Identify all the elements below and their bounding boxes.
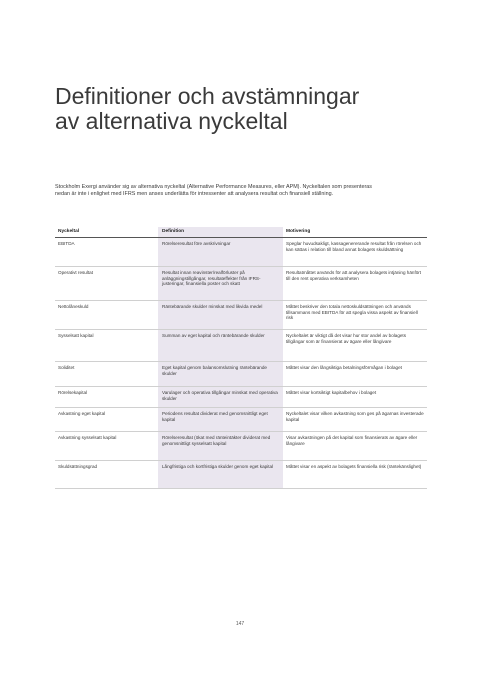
table-row	[55, 407, 427, 431]
cell-definition: Resultat innan reavinster/realförluster på anläggningstillgångar, resultateffekter från IFRS-justeringar, finansiella poster och skatt	[158, 266, 283, 300]
cell-definition: Varulager och operativa tillgångar minskat med operativa skulder	[158, 386, 283, 407]
table-header-row	[55, 227, 427, 237]
cell-name: Skuldsättningsgrad	[55, 460, 158, 488]
page-number: 147	[235, 621, 245, 627]
cell-name: Nettolåneskuld	[55, 300, 158, 329]
table-row	[55, 460, 427, 488]
cell-definition: Räntebärande skulder minskat med likvida medel	[158, 300, 283, 329]
cell-definition: Rörelseresultat (ökat med ränteintäkter dividerat med genomsnittligt sysselsatt kapital	[158, 431, 283, 460]
table-row	[55, 300, 427, 329]
table-row	[55, 386, 427, 407]
cell-motivation: Nyckeltalet visar vilken avkastning som ges på ägarnas investerade kapital	[283, 407, 427, 431]
page-title-line-1: Definitioner och avstämningar	[55, 83, 360, 109]
cell-motivation: Måttet visar kortsiktigt kapitalbehov i bolaget	[283, 386, 427, 407]
cell-motivation: Måttet visar den långsiktiga betalningsförmågan i bolaget	[283, 361, 427, 386]
column-header-definition: Definition	[158, 227, 283, 237]
cell-name: Sysselsatt kapital	[55, 329, 158, 361]
cell-name: Soliditet	[55, 361, 158, 386]
cell-motivation: Speglar huvudsakligt, kassagenererande resultat från rörelsen och kan sättas i relation till bland annat bolagets skuldsättning	[283, 237, 427, 266]
intro-paragraph: Stockholm Exergi använder sig av alternativa nyckeltal (Alternative Performance Measures, eller APM). Nyckeltalen som presenteras nedan är inte i enlighet med IFRS men anses underlätta för intressenter att analysera resultat och finansiell ställning.	[55, 184, 372, 198]
cell-definition: Rörelseresultat före avskrivningar	[158, 237, 283, 266]
column-header-name: Nyckeltal	[55, 227, 158, 237]
cell-name: Avkastning sysselsatt kapital	[55, 431, 158, 460]
cell-motivation: Nyckeltalet är viktigt då det visar hur stor andel av bolagets tillgångar som är finansierat av ägare eller långivare	[283, 329, 427, 361]
cell-name: Rörelsekapital	[55, 386, 158, 407]
cell-name: EBITDA	[55, 237, 158, 266]
table-row	[55, 431, 427, 460]
cell-motivation: Måttet visar en aspekt av bolagets finansiella risk (räntekänslighet)	[283, 460, 427, 488]
table-row	[55, 266, 427, 300]
cell-definition: Långfristiga och kortfristiga skulder genom eget kapital	[158, 460, 283, 488]
cell-motivation: Resultatmåttet används för att analysera bolagets intjäning hänfört till den rent operativa verksamheten	[283, 266, 427, 300]
column-header-motivation: Motivering	[283, 227, 427, 237]
page-title-line-2: av alternativa nyckeltal	[55, 108, 288, 134]
table-row	[55, 361, 427, 386]
cell-motivation: Visar avkastningen på det kapital som finansierats av ägare eller långivare	[283, 431, 427, 460]
table-row	[55, 237, 427, 266]
cell-definition: Eget kapital genom balansomslutning räntebärande skulder	[158, 361, 283, 386]
cell-definition: Periodens resultat dividerat med genomsnittligt eget kapital	[158, 407, 283, 431]
cell-definition: Summan av eget kapital och räntebärande skulder	[158, 329, 283, 361]
cell-motivation: Måttet beskriver den totala nettoskuldsättningen och används tillsammans med EBITDA för att spegla vissa aspekt av finansiell risk	[283, 300, 427, 329]
page-title	[55, 84, 435, 134]
cell-name: Avkastning eget kapital	[55, 407, 158, 431]
apm-table	[55, 227, 427, 489]
table-row	[55, 329, 427, 361]
cell-name: Operativt resultat	[55, 266, 158, 300]
